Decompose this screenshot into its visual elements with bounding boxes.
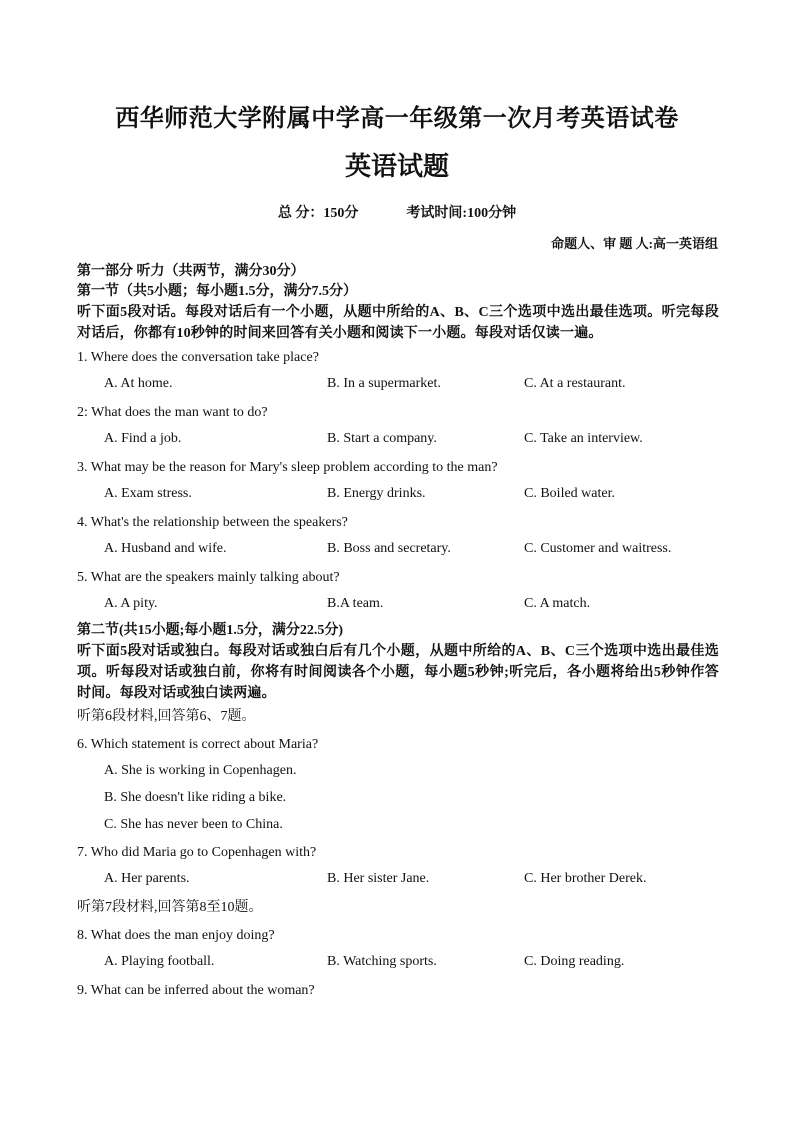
option-b: B. She doesn't like riding a bike. — [104, 790, 287, 805]
question-options — [77, 866, 719, 894]
question-8 — [77, 927, 719, 977]
option-a: A. At home. — [104, 376, 173, 391]
question-text: 9. What can be inferred about the woman? — [77, 983, 315, 998]
question-text: 5. What are the speakers mainly talking about? — [77, 570, 340, 585]
question-options — [77, 591, 719, 619]
question-options — [77, 536, 719, 564]
option-a: A. She is working in Copenhagen. — [104, 763, 297, 778]
listen-material-7: 听第7段材料,回答第8至10题。 — [77, 900, 263, 915]
question-text: 4. What's the relationship between the speakers? — [77, 515, 348, 530]
section2-heading: 第二节(共15小题;每小题1.5分，满分22.5分) — [77, 623, 343, 638]
question-options — [77, 426, 719, 454]
option-b: B. Energy drinks. — [327, 486, 426, 501]
section2-instructions: 听下面5段对话或独白。每段对话或独白后有几个小题，从题中所给的A、B、C三个选项中选出最佳选项。听每段对话或独白前，你将有时间阅读各个小题，每小题5秒钟;听完后，各小题将给出5秒钟作答时间。每段对话或独白读两遍。 — [77, 644, 719, 701]
option-c: C. Boiled water. — [524, 486, 615, 501]
question-options — [77, 949, 719, 977]
question-options — [77, 481, 719, 509]
option-a: A. Find a job. — [104, 431, 182, 446]
option-a: A. Her parents. — [104, 871, 190, 886]
question-text: 7. Who did Maria go to Copenhagen with? — [77, 845, 317, 860]
exam-meta — [0, 202, 794, 222]
total-score: 总 分：150分 — [277, 206, 359, 221]
option-a: A. Playing football. — [104, 954, 215, 969]
option-c: C. Her brother Derek. — [524, 871, 647, 886]
option-c: C. She has never been to China. — [104, 817, 283, 832]
question-text: 6. Which statement is correct about Maria? — [77, 737, 319, 752]
option-b: B. Watching sports. — [327, 954, 437, 969]
listen-material-6: 听第6段材料,回答第6、7题。 — [77, 709, 256, 724]
question-6 — [77, 736, 719, 839]
option-c: C. Customer and waitress. — [524, 541, 672, 556]
option-a: A. Exam stress. — [104, 486, 192, 501]
question-1 — [77, 349, 719, 399]
question-text: 8. What does the man enjoy doing? — [77, 928, 275, 943]
option-c: C. At a restaurant. — [524, 376, 626, 391]
option-c: C. Take an interview. — [524, 431, 643, 446]
option-a: A. A pity. — [104, 596, 158, 611]
question-5 — [77, 569, 719, 619]
exam-authors: 命题人、审 题 人:高一英语组 — [551, 236, 718, 251]
option-b: B. Boss and secretary. — [327, 541, 451, 556]
option-a: A. Husband and wife. — [104, 541, 227, 556]
part1-heading: 第一部分 听力（共两节，满分30分） — [77, 264, 305, 279]
question-7 — [77, 844, 719, 894]
option-c: C. Doing reading. — [524, 954, 625, 969]
question-2 — [77, 404, 719, 454]
question-options — [77, 371, 719, 399]
section1-instructions: 听下面5段对话。每段对话后有一个小题，从题中所给的A、B、C三个选项中选出最佳选项。听完每段对话后，你都有10秒钟的时间来回答有关小题和阅读下一小题。每段对话仅读一遍。 — [77, 305, 719, 341]
exam-content — [77, 262, 719, 1004]
option-b: B.A team. — [327, 596, 384, 611]
exam-subtitle: 英语试题 — [344, 152, 449, 181]
question-text: 3. What may be the reason for Mary's sleep problem according to the man? — [77, 460, 498, 475]
option-c: C. A match. — [524, 596, 591, 611]
option-b: B. Start a company. — [327, 431, 437, 446]
section1-heading: 第一节（共5小题；每小题1.5分，满分7.5分） — [77, 284, 357, 299]
question-text: 1. Where does the conversation take place? — [77, 350, 319, 365]
option-b: B. Her sister Jane. — [327, 871, 430, 886]
option-b: B. In a supermarket. — [327, 376, 441, 391]
question-9 — [77, 982, 719, 1004]
exam-time: 考试时间:100分钟 — [406, 206, 517, 221]
question-4 — [77, 514, 719, 564]
exam-title: 西华师范大学附属中学高一年级第一次月考英语试卷 — [115, 106, 679, 132]
question-text: 2: What does the man want to do? — [77, 405, 268, 420]
question-3 — [77, 459, 719, 509]
